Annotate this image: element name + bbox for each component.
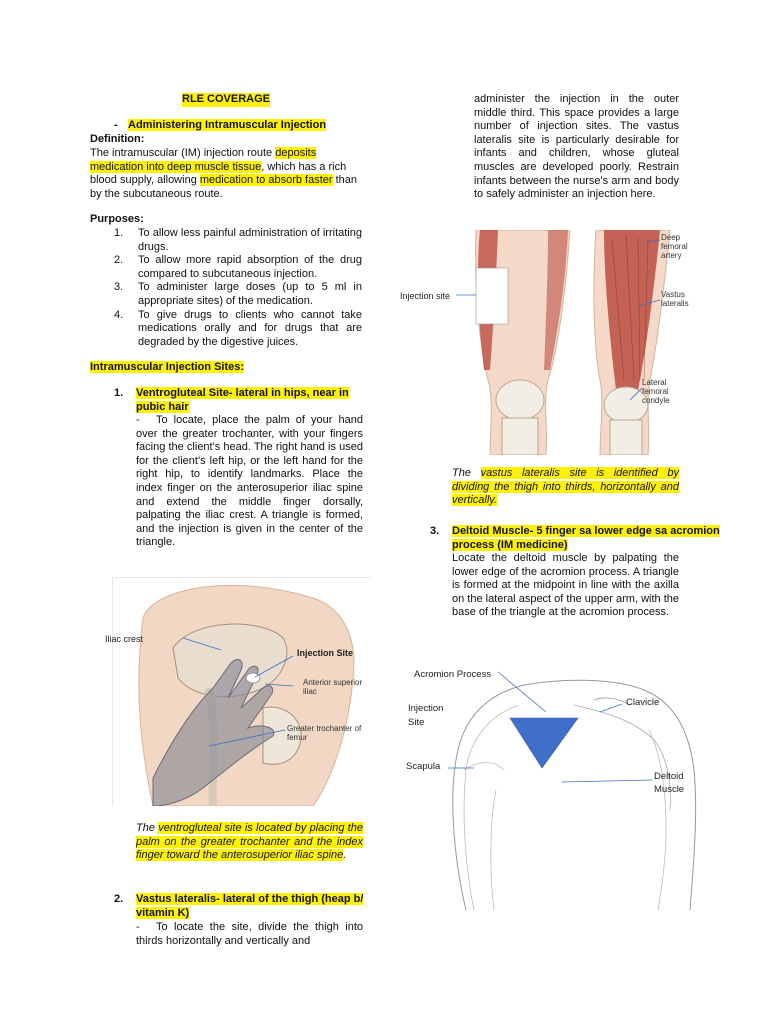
item-number: 1. bbox=[114, 227, 124, 239]
scapula-label: Scapula bbox=[406, 761, 441, 772]
item-number: 3. bbox=[114, 281, 124, 294]
definition-text bbox=[90, 147, 362, 201]
deep-femoral-artery-label: Deep femoral artery bbox=[661, 233, 688, 260]
clavicle-label: Clavicle bbox=[626, 697, 660, 708]
list-item bbox=[114, 227, 362, 254]
list-item bbox=[114, 309, 362, 350]
page-title: RLE COVERAGE bbox=[182, 93, 271, 105]
sites-heading-text: Intramuscular Injection Sites: bbox=[90, 361, 245, 373]
ventrogluteal-figure bbox=[105, 577, 371, 806]
heading-dash: - bbox=[114, 119, 118, 131]
list-item bbox=[114, 254, 362, 281]
site3-text: Locate the deltoid muscle by palpating the lower edge of the acromion process. A triangle is formed at the midpoint in line with the axilla on the lateral aspect of the upper arm, with the base of the triangle at the acromion process. bbox=[452, 552, 679, 619]
bullet-dash: - bbox=[136, 921, 140, 933]
site2-title-text: Vastus lateralis- lateral of the thigh (heap b/ vitamin K) bbox=[136, 893, 364, 919]
site3-number: 3. bbox=[430, 525, 440, 537]
deltoid-figure bbox=[404, 660, 704, 910]
site2-text bbox=[136, 921, 363, 948]
anterior-superior-iliac-label: Anterior superior iliac bbox=[303, 678, 363, 696]
definition-part: , which has a rich blood supply, allowing bbox=[90, 160, 347, 187]
injection-site-label: Injection site bbox=[400, 291, 451, 301]
site3-title bbox=[430, 525, 730, 552]
section-heading-text: Administering Intramuscular Injection bbox=[128, 119, 327, 131]
site1-number: 1. bbox=[114, 387, 124, 399]
caption-part: The bbox=[136, 822, 159, 834]
purposes-label: Purposes: bbox=[90, 213, 144, 225]
definition-part: The intramuscular (IM) injection route bbox=[90, 147, 276, 159]
lateral-femoral-condyle-label: Lateral femoral condyle bbox=[642, 378, 670, 405]
greater-trochanter-label: Greater trochanter of femur bbox=[287, 724, 362, 742]
purposes-list bbox=[114, 227, 362, 349]
iliac-crest-label: Iliac crest bbox=[105, 634, 144, 644]
definition-highlight: deposits medication into deep muscle tissue bbox=[90, 147, 317, 173]
site1-caption bbox=[136, 822, 363, 863]
vastus-lateralis-label: Vastus lateralis bbox=[661, 290, 689, 308]
deltoid-muscle-label: Deltoid Muscle bbox=[654, 771, 685, 795]
thigh-illustration bbox=[398, 230, 693, 455]
site2-continuation: administer the injection in the outer middle third. This space provides a large number of injection sites. The vastus lateralis site is particularly desirable for infants and children, whose gluteal muscles are developed poorly. Restrain infants between the nurse's arm and body to safely administer an injection here. bbox=[474, 93, 679, 201]
site1-title bbox=[114, 387, 364, 414]
site2-caption bbox=[452, 467, 679, 508]
section-heading bbox=[114, 119, 326, 133]
caption-part: The bbox=[452, 467, 481, 479]
item-text: To allow less painful administration of irritating drugs. bbox=[138, 227, 362, 253]
sites-heading bbox=[90, 361, 244, 375]
site2-title bbox=[114, 893, 364, 920]
definition-label: Definition: bbox=[90, 133, 145, 145]
caption-part: . bbox=[343, 849, 347, 862]
injection-site-label: Injection Site bbox=[297, 648, 354, 658]
injection-site-label: Injection Site bbox=[408, 703, 444, 728]
item-number: 4. bbox=[114, 308, 124, 321]
vastus-lateralis-figure bbox=[398, 230, 693, 455]
item-text: To give drugs to clients who cannot take medications orally and for drugs that are degraded by the digestive juices. bbox=[138, 308, 362, 348]
site1-title-text: Ventrogluteal Site- lateral in hips, near in pubic hair bbox=[136, 387, 349, 413]
site1-text bbox=[136, 414, 363, 550]
item-text: To allow more rapid absorption of the drug compared to subcutaneous injection. bbox=[138, 254, 362, 280]
site1-paragraph: To locate, place the palm of your hand over the greater trochanter, with your fingers facing the client's head. The right hand is used for the client's left hip, or the left hand for the right hip, to identify landmarks. Place the index finger on the anterosuperior iliac spine and extend the middle finger dorsally, palpating the iliac crest. A triangle is formed, and the injection is given in the center of the triangle. bbox=[136, 414, 363, 549]
bullet-dash: - bbox=[136, 414, 140, 426]
definition-part: than by the subcutaneous route. bbox=[90, 174, 358, 200]
site3-title-text: Deltoid Muscle- 5 finger sa lower edge sa acromion process (IM medicine) bbox=[452, 525, 720, 551]
site2-number: 2. bbox=[114, 893, 124, 905]
definition-highlight: medication to absorb faster bbox=[199, 174, 333, 187]
acromion-process-label: Acromion Process bbox=[414, 669, 492, 680]
caption-highlight: ventrogluteal site is located by placing the palm on the greater trochanter and the index finger toward the anterosuperior iliac spine bbox=[136, 822, 364, 862]
list-item bbox=[114, 281, 362, 308]
item-number: 2. bbox=[114, 254, 124, 267]
caption-highlight: vastus lateralis site is identified by dividing the thigh into thirds, horizontally and vertically. bbox=[452, 467, 679, 507]
item-text: To administer large doses (up to 5 ml in appropriate sites) of the medication. bbox=[138, 281, 362, 307]
site2-paragraph: To locate the site, divide the thigh into thirds horizontally and vertically and bbox=[136, 921, 363, 947]
